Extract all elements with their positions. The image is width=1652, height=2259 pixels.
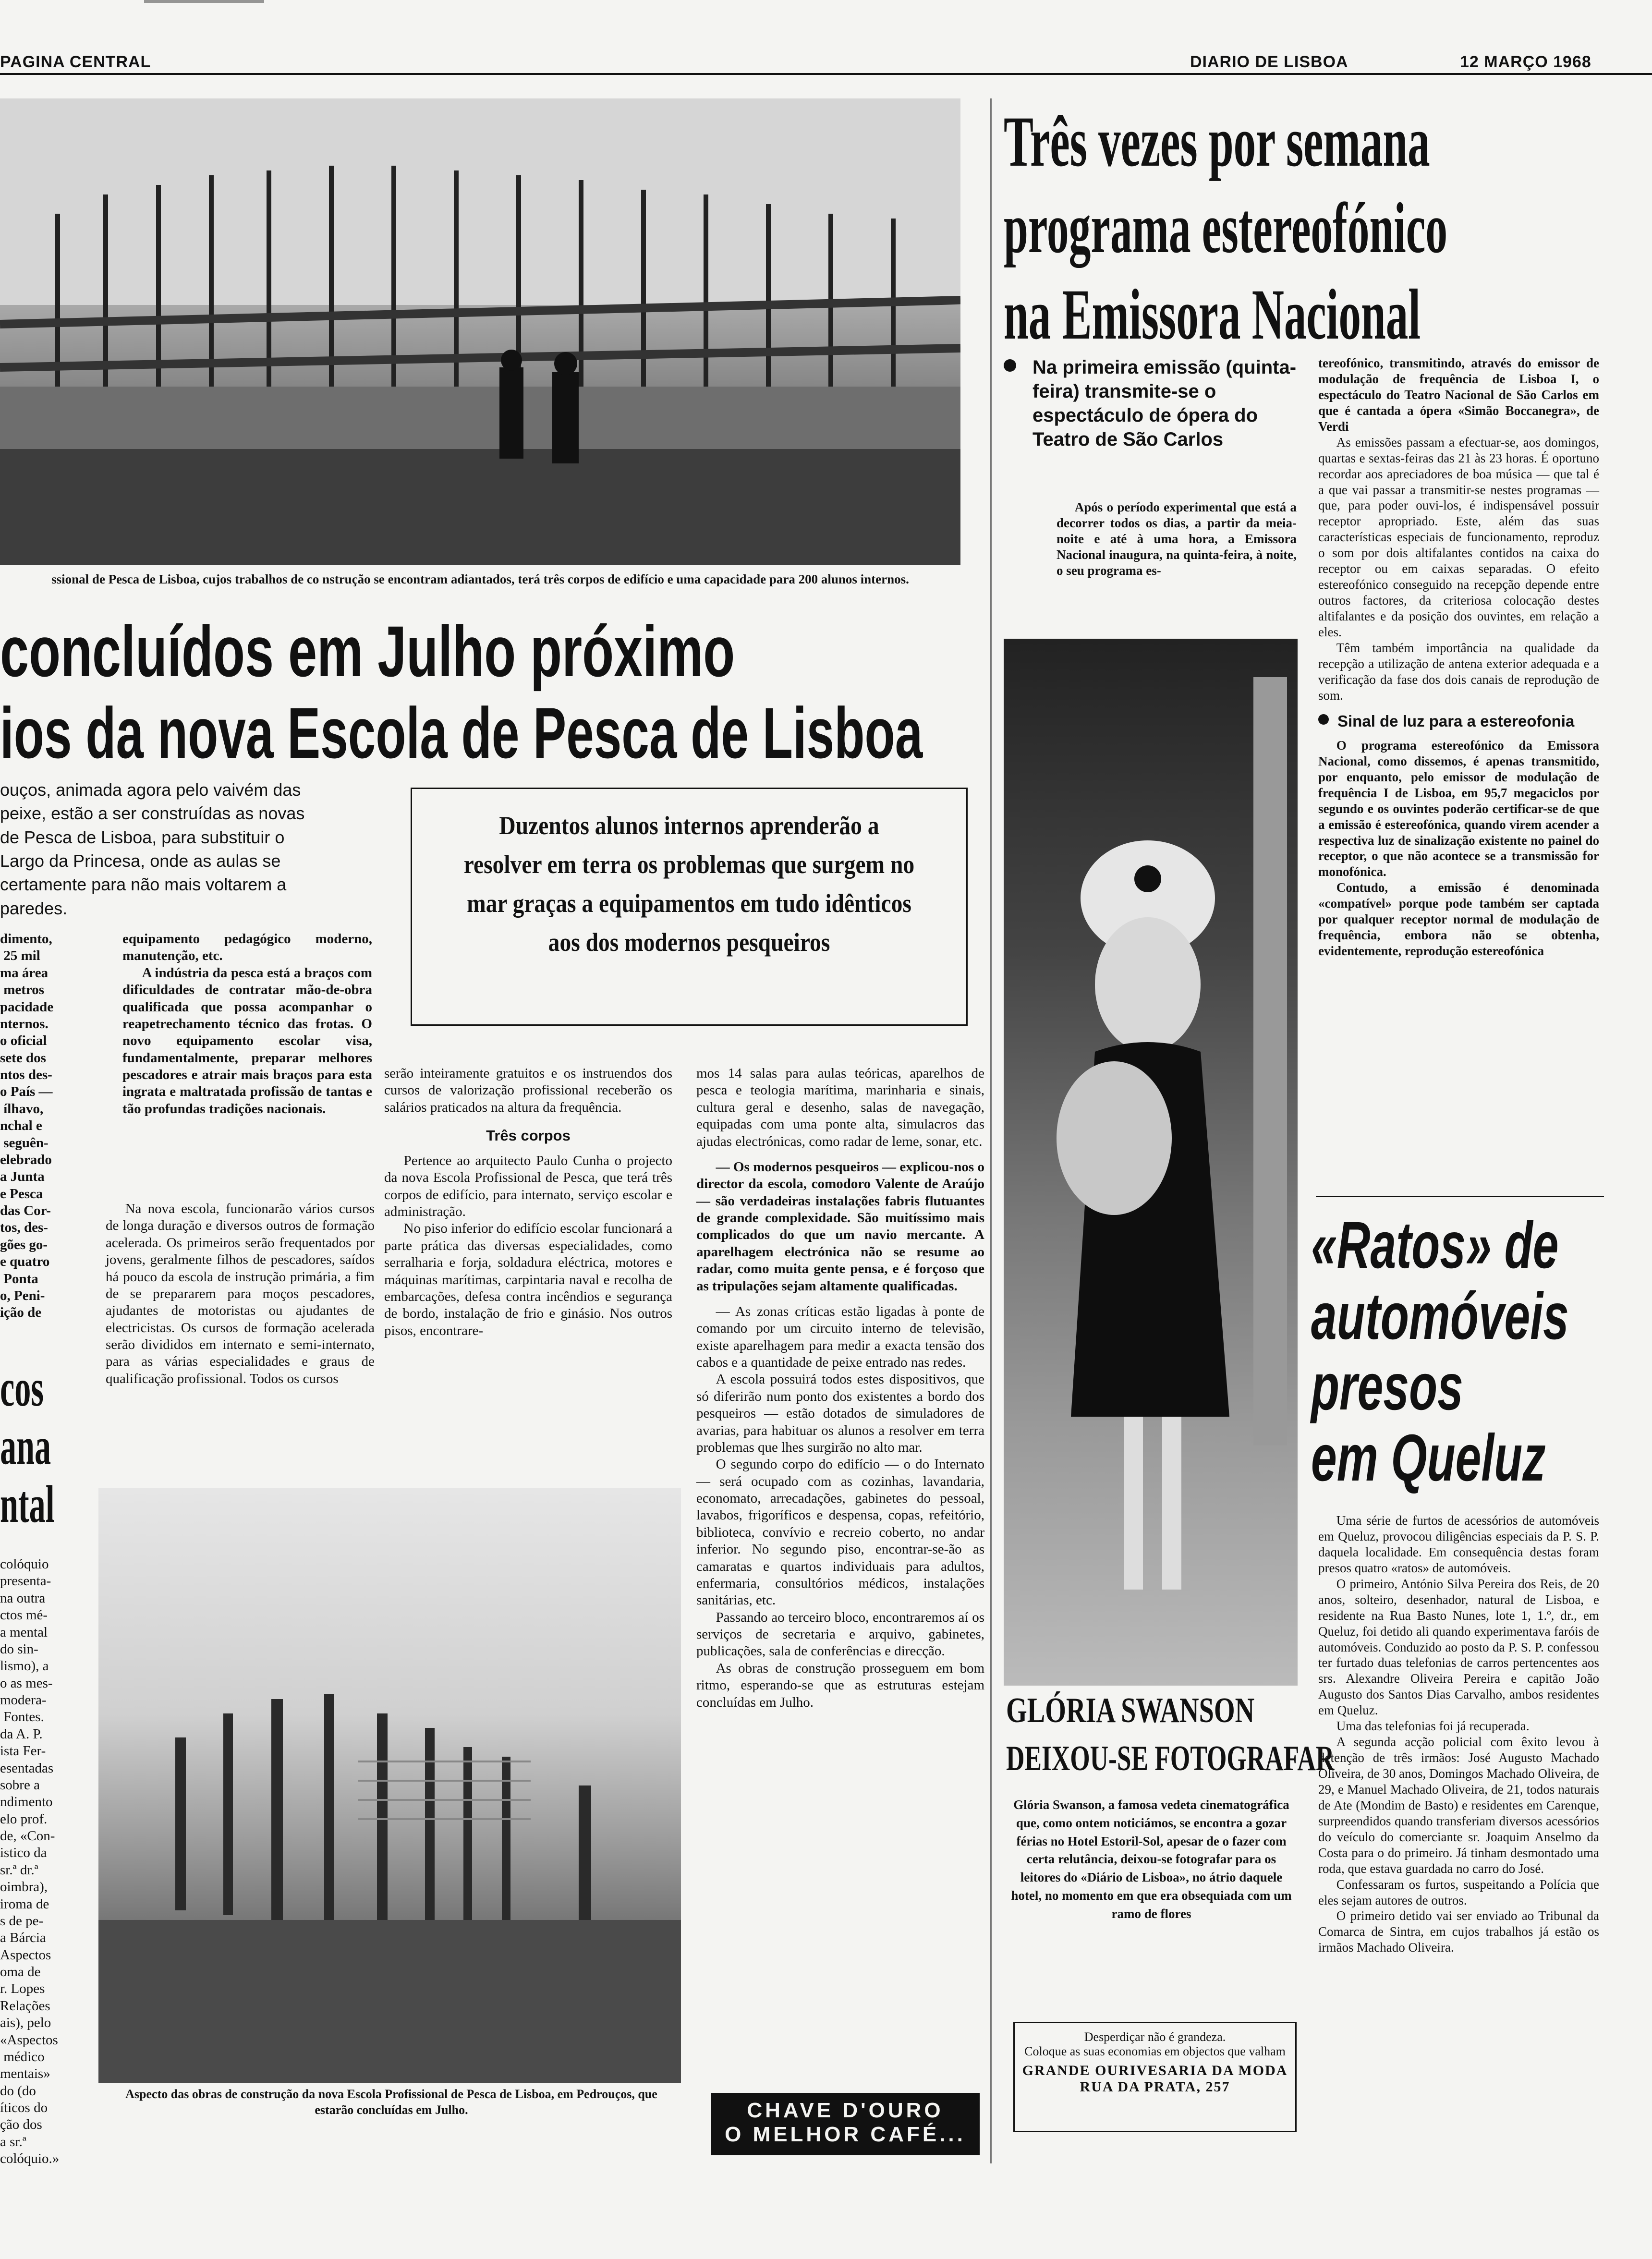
- swanson-headline-1: GLÓRIA SWANSON: [1006, 1691, 1255, 1730]
- main-intro: ouços, animada agora pelo vaivém das peixe, estão a ser construídas as novas de Pesca de Lisboa, para substituir o Largo da Princesa, onde as aulas se certamente para não mais voltarem a paredes.: [0, 780, 305, 918]
- ratos-headline: «Ratos» de automóveis presos em Queluz: [1311, 1208, 1569, 1495]
- column-rule: [990, 98, 992, 2163]
- swanson-body: Glória Swanson, a famosa vedeta cinematográfica que, como ontem noticiámos, se encontra a gozar férias no Hotel Estoril-Sol, apesar de o fazer com certa relutância, deixou-se fotografar para os leitores do «Diário de Lisboa», no átrio daquele hotel, no momento em que era obsequiada com um ramo de flores: [1011, 1797, 1292, 1921]
- section-label: PAGINA CENTRAL: [0, 53, 151, 71]
- stereo-col-b: tereofónico, transmitindo, através do emissor de modulação de frequência de Lisboa I, o espectáculo do Teatro Nacional de São Carlos em que é cantada a ópera «Simão Boccanegra», de Verdi As emissões passam a efectuar-se, aos domingos, quartas e sextas-feiras das 21 às 23 horas. É oportuno recordar aos apreciadores de boa música — que tal é a que vai passar a transmitir-se nestes programas — que, para poder ouvi-los, é indispensável possuir receptor apropriado. Este, além das suas características especiais de funcionamento, reproduz o som por dois altifalantes contidos na caixa do receptor ou em caixas separadas. O efeito estereofónico conseguido na recepção depende entre outros factores, da criteriosa colocação destes altifalantes e da posição dos ouvintes, em relação a eles. Têm também importância na qualidade da recepção a utilização de antena exterior adequada e a verificação da fase dos dois canais de reprodução de som. Sinal de luz para a estereofonia O programa estereofónico da Emissora Nacional, como dissemos, é apenas transmitido, por enquanto, pelo emissor de modulação de frequência I de Lisboa, em 95,7 megaciclos por segundo e os ouvintes poderão certificar-se de que a emissão é estereofónica, quando virem acender a respectiva luz de sinalização existente no painel do receptor, o que não acontece se a transmissão for monofónica. Contudo, a emissão é denominada «compatível» porque pode também ser captada por qualquer receptor normal de modulação de frequência, embora não se obtenha, evidentemente, reprodução estereofónica: [1318, 356, 1599, 959]
- construction-photo-top: [0, 98, 960, 565]
- construction-photo-bottom: [98, 1488, 681, 2083]
- main-headline-line2: ios da nova Escola de Pesca de Lisboa: [0, 692, 923, 773]
- bullet-icon: [1318, 714, 1329, 725]
- stereo-col-a: Após o período experimental que está a decorrer todos os dias, a partir da meia-noite e até à uma hora, a Emissora Nacional inaugura, na quinta-feira, à noite, o seu programa es-: [1057, 500, 1297, 578]
- pull-quote-box: [411, 788, 968, 1026]
- main-col3: serão inteiramente gratuitos e os instruendos dos cursos de valorização profissional receberão os salários praticados na altura da frequência. Três corpos Pertence ao arquitecto Paulo Cunha o projecto da nova Escola Profissional de Pesca, que terá três corpos de edifício, para internato, serviço escolar e administração. No piso inferior do edifício escolar funcionará a parte prática das diversas especialidades, como serralharia e forja, soldadura eléctrica, motores e máquinas marítimas, carpintaria naval e recolha de embarcações, defesa contra incêndios e segurança de bordo, instalação de frio e ginásio. Nos outros pisos, encontrare-: [384, 1066, 672, 1338]
- stereo-subhead-2: Sinal de luz para a estereofonia: [1318, 711, 1599, 731]
- left-article-fragments: colóquio presenta- na outra ctos mé- a mental do sin- lismo), a o as mes- modera- Fontes. da A. P. ista Fer- esentadas sobre a ndimento elo prof. de, «Con- istico da sr.ª dr.ª oimbra), iroma de s de pe- a Bárcia Aspectos oma de r. Lopes Relações ais), pelo «Aspectos médico mentais» do (do íticos do ção dos a sr.ª colóquio.»: [0, 1556, 60, 2167]
- main-headline-line1: concluídos em Julho próximo: [0, 611, 735, 692]
- newspaper-name: DIARIO DE LISBOA: [1190, 53, 1348, 71]
- page-header: [0, 0, 1652, 77]
- bottom-photo-caption: Aspecto das obras de construção da nova Escola Profissional de Pesca de Lisboa, em Pedrouços, que estarão concluídas em Julho.: [125, 2087, 657, 2117]
- ratos-body: Uma série de furtos de acessórios de automóveis em Queluz, provocou diligências especiais da P. S. P. daquela localidade. Em consequência destas foram presos quatro «ratos» de automóveis. O primeiro, António Silva Pereira dos Reis, de 20 anos, solteiro, desenhador, natural de Lisboa, e residente na Rua Basto Nunes, lote 1, 1.º, dr., em Queluz, foi detido ali quando experimentava faróis de automóveis. Conduzido ao posto da P. S. P. confessou ter furtado duas telefonias de carros pertencentes aos srs. Alexandre Oliveira Pereira e capitão João Augusto dos Santos Dias Carvalho, ambos residentes em Queluz. Uma das telefonias foi já recuperada. A segunda acção policial com êxito levou à detenção de três irmãos: José Augusto Machado Oliveira, de 30 anos, Domingos Machado Oliveira, de 29, e Manuel Machado Oliveira, de 21, todos naturais de Ate (Mondim de Basto) e residentes em Carenque, surpreendidos quando transferiam diversos acessórios do veículo do comerciante sr. Joaquim Anselmo da Costa para o do primeiro. Já tinham desmontado uma roda, que estava guardada no carro do José. Confessaram os furtos, suspeitando a Polícia que eles sejam autores de outros. O primeiro detido vai ser enviado ao Tribunal da Comarca de Sintra, em cujos trabalhos já estão os irmãos Machado Oliveira.: [1318, 1513, 1599, 1955]
- ratos-top-rule: [1316, 1196, 1604, 1197]
- top-photo-caption: ssional de Pesca de Lisboa, cujos trabalhos de co nstrução se encontram adiantados, terá três corpos de edifício e uma capacidade para 200 alunos internos.: [51, 572, 909, 586]
- bullet-icon: [1004, 359, 1016, 372]
- pull-quote-text: Duzentos alunos internos aprenderão a resolver em terra os problemas que surgem no mar graças a equipamentos em tudo idênticos aos dos modernos pesqueiros: [463, 811, 915, 957]
- main-col4: mos 14 salas para aulas teóricas, aparelhos de pesca e teologia marítima, marinharia e sinais, cultura geral e desenho, salas de navegação, equipadas com uma ponte alta, simulacros das ajudas electrónicas, como radar de leme, sonar, etc. — Os modernos pesqueiros — explicou-nos o director da escola, comodoro Valente de Araújo — são verdadeiras instalações fabris flutuantes de grande complexidade. São muitíssimo mais complicados do que um navio mercante. A aparelhagem electrónica não se resume ao radar, como muita gente pensa, e é forçoso que as tripulações sejam altamente qualificadas. — As zonas críticas estão ligadas à ponte de comando por um circuito interno de televisão, existe aparelhagem para medir a exacta tensão dos cabos e a quantidade de peixe entrado nas redes. A escola possuirá todos estes dispositivos, que só diferirão num ponto dos existentes a bordo dos pesqueiros — estão dotados de simuladores de avarias, para habituar os alunos a resolver em terra problemas que lhes surgirão no alto mar. O segundo corpo do edifício — o do Internato — será ocupado com as cozinhas, lavandaria, economato, arrecadações, gabinetes do pessoal, lavabos, frigoríficos e despensa, copas, refeitório, biblioteca, convívio e recreio coberto, no andar inferior. No segundo piso, encontrar-se-ão as camaratas e quartos individuais para adultos, enfermaria, consultórios médicos, instalações sanitárias, etc. Passando ao terceiro bloco, encontraremos aí os serviços de secretaria e arquivo, gabinetes, publicações, sala de conferências e direcção. As obras de construção prosseguem em bom ritmo, esperando-se que as estruturas estejam concluídas em Julho.: [696, 1066, 984, 1710]
- left-fragment-column: dimento, 25 mil ma área metros pacidade nternos. o oficial sete dos ntos des- o País — ílhavo, nchal e seguên- elebrado a Junta e Pesca das Cor- tos, des- gões go- e quatro Ponta o, Peni- ição de: [0, 931, 54, 1321]
- subhead-tres-corpos: Três corpos: [486, 1127, 571, 1144]
- stereo-subhead: Na primeira emissão (quinta-feira) transmite-se o espectáculo de ópera do Teatro de São Carlos: [1004, 355, 1301, 451]
- gloria-swanson-photo: [1004, 639, 1298, 1686]
- swanson-headline-2: DEIXOU-SE FOTOGRAFAR: [1006, 1739, 1335, 1778]
- left-article-headline: cos ana ntal: [0, 1359, 55, 1533]
- page-date: 12 MARÇO 1968: [1460, 53, 1591, 71]
- stereo-headline: Três vezes por semana programa estereofónico na Emissora Nacional: [1004, 102, 1448, 354]
- main-col1-body: Na nova escola, funcionarão vários cursos de longa duração e diversos outros de formação acelerada. Os primeiros serão frequentados por jovens, geralmente filhos de pescadores, saídos há pouco da escola de instrução primária, a fim de se prepararem para moços pescadores, ajudantes de motoristas ou ajudantes de electricistas. Os cursos de formação acelerada serão divididos em internato e semi-internato, para as várias especialidades e graus de qualificação profissional. Todos os cursos: [106, 1201, 375, 1386]
- ad-chave-douro: CHAVE D'OURO O MELHOR CAFÉ...: [711, 2093, 980, 2155]
- main-col2-top: equipamento pedagógico moderno, manutenção, etc. A indústria da pesca está a braços com dificuldades de contratar mão-de-obra qualificada que possa acompanhar o reapetrechamento técnico das frotas. O novo equipamento escolar visa, fundamentalmente, preparar melhores pescadores e atrair mais braços para esta ingrata e maltratada profissão de tantas e tão profundas tradições nacionais.: [122, 931, 372, 1117]
- ad-ourivesaria: Desperdiçar não é grandeza. Coloque as suas economias em objectos que valham GRANDE OURIVESARIA DA MODA RUA DA PRATA, 257: [1013, 2022, 1297, 2132]
- header-rule: [0, 73, 1652, 75]
